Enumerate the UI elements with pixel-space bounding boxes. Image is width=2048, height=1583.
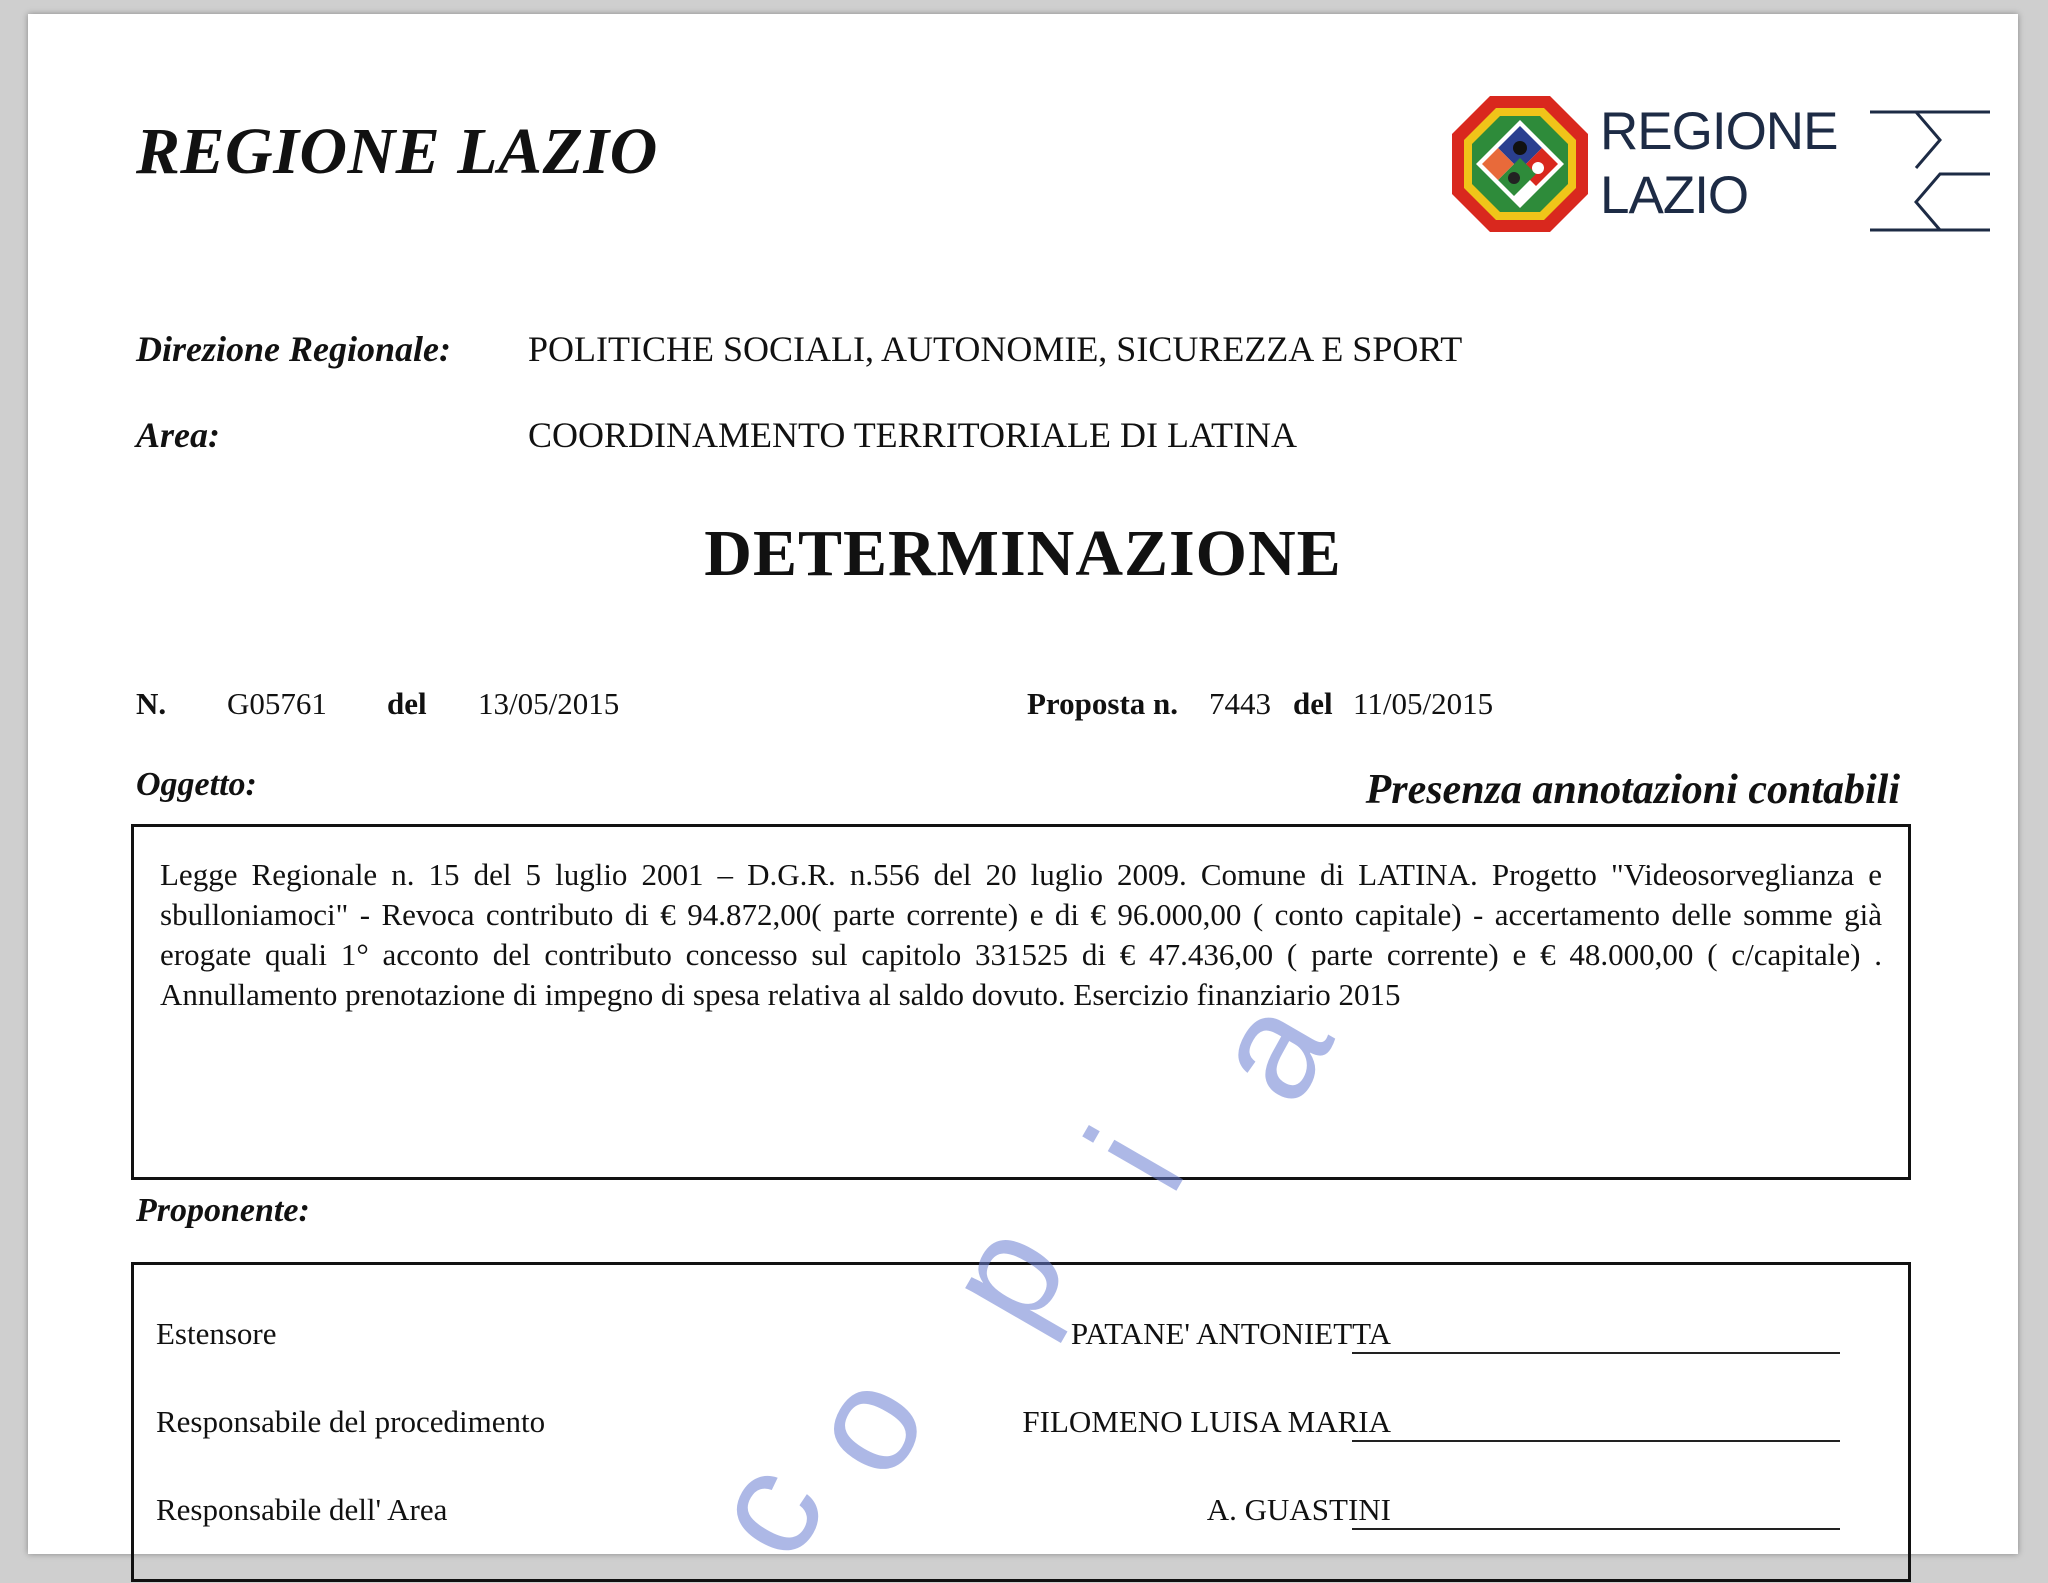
role-label: Responsabile dell' Area bbox=[156, 1492, 448, 1527]
proposta-value: 7443 bbox=[1209, 686, 1271, 721]
logo-line-1: REGIONE bbox=[1600, 102, 1838, 161]
region-title: REGIONE LAZIO bbox=[136, 115, 658, 188]
signature-line bbox=[1352, 1440, 1840, 1442]
person-name: FILOMENO LUISA MARIA bbox=[1022, 1404, 1391, 1439]
regione-lazio-logo bbox=[1450, 94, 1990, 234]
logo-chevron-icon bbox=[1870, 94, 1990, 234]
signature-line bbox=[1352, 1528, 1840, 1530]
direzione-value: POLITICHE SOCIALI, AUTONOMIE, SICUREZZA E SPORT bbox=[528, 329, 1463, 369]
role-label: Responsabile del procedimento bbox=[156, 1404, 546, 1439]
role-label: Estensore bbox=[156, 1316, 277, 1351]
proposta-del-label: del bbox=[1293, 686, 1333, 721]
logo-wordmark bbox=[1600, 100, 1837, 228]
area-value: COORDINAMENTO TERRITORIALE DI LATINA bbox=[528, 415, 1297, 455]
proposta-label: Proposta n. bbox=[1027, 686, 1179, 721]
number-date: 13/05/2015 bbox=[478, 686, 620, 721]
regional-emblem-icon bbox=[1450, 94, 1590, 234]
proponente-label: Proponente: bbox=[136, 1192, 310, 1229]
signature-line bbox=[1352, 1352, 1840, 1354]
document-title: DETERMINAZIONE bbox=[704, 517, 1342, 590]
number-value: G05761 bbox=[227, 686, 327, 721]
oggetto-label: Oggetto: bbox=[136, 766, 257, 803]
logo-line-2: LAZIO bbox=[1600, 166, 1749, 225]
person-name: A. GUASTINI bbox=[1206, 1492, 1391, 1527]
oggetto-text: Legge Regionale n. 15 del 5 luglio 2001 – D.G.R. n.556 del 20 luglio 2009. Comune di LATINA. Progetto "Videosorveglianza e sbulloniamoci" - Revoca contributo di € 94.872,00( parte corrente) e di € 96.000,00 ( conto capitale) - accertamento delle somme già erogate quali 1° acconto del contributo concesso sul capitolo 331525 di € 47.436,00 ( parte corrente) e € 48.000,00 ( c/capitale) . Annullamento prenotazione di impegno di spesa relativa al saldo dovuto. Esercizio finanziario 2015 bbox=[160, 857, 1882, 1012]
number-del-label: del bbox=[387, 686, 427, 721]
watermark-letter: p bbox=[911, 1195, 1099, 1353]
document-page bbox=[28, 14, 2018, 1583]
watermark-letter: i bbox=[1053, 1102, 1216, 1216]
person-name: PATANE' ANTONIETTA bbox=[1070, 1316, 1391, 1351]
watermark-letter: c bbox=[674, 1434, 857, 1583]
oggetto-box bbox=[131, 824, 1911, 1180]
direzione-label: Direzione Regionale: bbox=[136, 329, 451, 369]
proposta-date: 11/05/2015 bbox=[1353, 686, 1494, 721]
number-label: N. bbox=[136, 686, 167, 721]
area-label: Area: bbox=[136, 415, 220, 455]
annotation-note: Presenza annotazioni contabili bbox=[1365, 767, 1900, 813]
watermark-letter: o bbox=[771, 1345, 959, 1503]
watermark-letter: a bbox=[1176, 970, 1364, 1128]
